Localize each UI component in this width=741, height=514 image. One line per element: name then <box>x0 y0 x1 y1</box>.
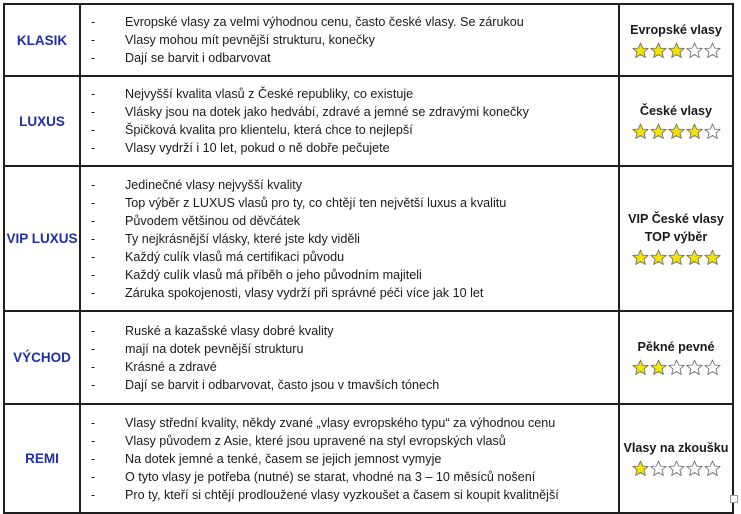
tier-name: KLASIK <box>4 4 80 76</box>
star-empty-icon <box>704 123 721 140</box>
rating-label: Vlasy na zkoušku <box>623 441 729 455</box>
star-empty-icon <box>704 460 721 477</box>
resize-handle[interactable] <box>730 495 738 503</box>
star-rating <box>622 359 730 377</box>
star-filled-icon <box>650 123 667 140</box>
tier-name: VIP LUXUS <box>4 166 80 311</box>
feature-list <box>91 85 612 157</box>
star-filled-icon <box>704 249 721 266</box>
star-empty-icon <box>686 460 703 477</box>
feature-item: - Vlasy původem z Asie, které jsou upravené na styl evropských vlasů <box>91 432 612 450</box>
star-filled-icon <box>686 123 703 140</box>
star-filled-icon <box>650 249 667 266</box>
rating-label: Pěkné pevné <box>637 340 715 354</box>
feature-item: - Špičková kvalita pro klientelu, která chce to nejlepší <box>91 121 612 139</box>
feature-list <box>91 414 612 504</box>
star-filled-icon <box>686 249 703 266</box>
star-empty-icon <box>704 359 721 376</box>
star-filled-icon <box>668 42 685 59</box>
feature-item: - Každý culík vlasů má příběh o jeho původním majiteli <box>91 266 612 284</box>
star-empty-icon <box>704 42 721 59</box>
star-rating <box>622 42 730 60</box>
star-filled-icon <box>632 359 649 376</box>
feature-list <box>91 176 612 302</box>
tier-table-body <box>4 4 733 513</box>
star-filled-icon <box>650 42 667 59</box>
star-empty-icon <box>650 460 667 477</box>
feature-item: - Jedinečné vlasy nejvyšší kvality <box>91 176 612 194</box>
star-rating <box>622 460 730 478</box>
feature-list <box>91 322 612 394</box>
feature-item: - Top výběr z LUXUS vlasů pro ty, co chtějí ten největší luxus a kvalitu <box>91 194 612 212</box>
feature-item: - Vlasy mohou mít pevnější strukturu, konečky <box>91 31 612 49</box>
feature-list <box>91 13 612 67</box>
tier-row <box>4 404 733 513</box>
star-rating <box>622 249 730 267</box>
star-filled-icon <box>668 123 685 140</box>
tier-name: VÝCHOD <box>4 311 80 404</box>
star-filled-icon <box>632 460 649 477</box>
tier-row <box>4 166 733 311</box>
feature-item: - Evropské vlasy za velmi výhodnou cenu, často české vlasy. Se zárukou <box>91 13 612 31</box>
tier-row <box>4 311 733 404</box>
feature-item: - Původem většinou od děvčátek <box>91 212 612 230</box>
star-empty-icon <box>686 359 703 376</box>
feature-item: - Krásné a zdravé <box>91 358 612 376</box>
tier-row <box>4 4 733 76</box>
star-empty-icon <box>668 359 685 376</box>
feature-item: - mají na dotek pevnější strukturu <box>91 340 612 358</box>
star-empty-icon <box>668 460 685 477</box>
feature-item: - Nejvyšší kvalita vlasů z České republiky, co existuje <box>91 85 612 103</box>
feature-item: - Vlásky jsou na dotek jako hedvábí, zdravé a jemné se zdravými konečky <box>91 103 612 121</box>
feature-item: - Ruské a kazašské vlasy dobré kvality <box>91 322 612 340</box>
star-filled-icon <box>632 42 649 59</box>
feature-item: - Dají se barvit i odbarvovat <box>91 49 612 67</box>
star-filled-icon <box>632 123 649 140</box>
star-rating <box>622 123 730 141</box>
tier-row <box>4 76 733 166</box>
rating-label: Evropské vlasy <box>630 22 722 37</box>
feature-item: - Každý culík vlasů má certifikaci původu <box>91 248 612 266</box>
rating-label: České vlasy <box>639 103 713 118</box>
tier-name: LUXUS <box>4 76 80 166</box>
tier-name: REMI <box>4 404 80 513</box>
feature-item: - Na dotek jemné a tenké, časem se jejich jemnost vymyje <box>91 450 612 468</box>
rating-label: VIP České vlasy TOP výběr <box>628 212 724 244</box>
feature-item: - Vlasy střední kvality, někdy zvané „vlasy evropského typu“ za výhodnou cenu <box>91 414 612 432</box>
feature-item: - Ty nejkrásnější vlásky, které jste kdy viděli <box>91 230 612 248</box>
star-empty-icon <box>686 42 703 59</box>
feature-item: - Záruka spokojenosti, vlasy vydrží při správné péči více jak 10 let <box>91 284 612 302</box>
star-filled-icon <box>632 249 649 266</box>
feature-item: - Vlasy vydrží i 10 let, pokud o ně dobře pečujete <box>91 139 612 157</box>
feature-item: - O tyto vlasy je potřeba (nutné) se starat, vhodné na 3 – 10 měsíců nošení <box>91 468 612 486</box>
hair-tier-table <box>3 3 734 514</box>
feature-item: - Dají se barvit i odbarvovat, často jsou v tmavších tónech <box>91 376 612 394</box>
feature-item: - Pro ty, kteří si chtějí prodloužené vlasy vyzkoušet a časem si koupit kvalitnější <box>91 486 612 504</box>
star-filled-icon <box>650 359 667 376</box>
star-filled-icon <box>668 249 685 266</box>
